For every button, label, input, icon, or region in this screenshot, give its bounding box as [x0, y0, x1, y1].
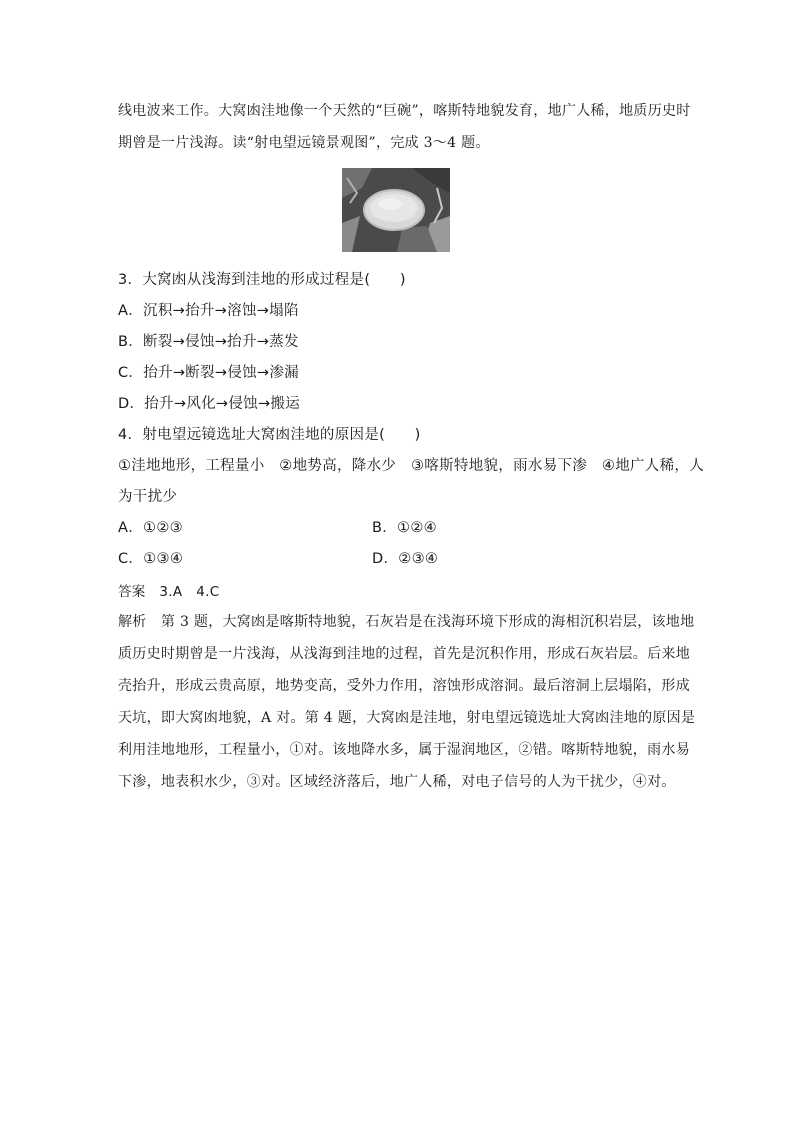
analysis-line-3: 壳抬升，形成云贵高原，地势变高，受外力作用，溶蚀形成溶洞。最后溶洞上层塌陷，形成: [118, 678, 690, 694]
q4-option-b: B．①②④: [372, 520, 437, 536]
q4-statement-1: ①洼地地形，工程量小 ②地势高，降水少 ③喀斯特地貌，雨水易下渗 ④地广人稀，人: [118, 458, 704, 474]
analysis-line-4: 天坑，即大窝凼地貌，A 对。第 4 题，大窝凼是洼地，射电望远镜选址大窝凼洼地的原因是: [118, 710, 696, 726]
analysis-line-6: 下渗，地表积水少，③对。区域经济落后，地广人稀，对电子信号的人为干扰少，④对。: [118, 774, 676, 790]
q4-statement-2: 为干扰少: [118, 489, 178, 505]
intro-line-2: 期曾是一片浅海。读“射电望远镜景观图”，完成 3～4 题。: [118, 135, 490, 151]
q3-stem: 3．大窝凼从浅海到洼地的形成过程是( ): [118, 272, 406, 288]
analysis-line-1: 解析 第 3 题，大窝凼是喀斯特地貌，石灰岩是在浅海环境下形成的海相沉积岩层，该地地: [118, 614, 695, 630]
q3-option-b: B．断裂→侵蚀→抬升→蒸发: [118, 334, 299, 350]
q4-option-d: D．②③④: [372, 551, 439, 567]
q4-option-row-1: [118, 518, 678, 538]
q4-option-a: A．①②③: [118, 520, 183, 536]
q3-option-d: D．抬升→风化→侵蚀→搬运: [118, 396, 301, 412]
q4-stem: 4．射电望远镜选址大窝凼洼地的原因是( ): [118, 427, 421, 443]
q4-option-c: C．①③④: [118, 551, 184, 567]
q3-option-c: C．抬升→断裂→侵蚀→渗漏: [118, 365, 299, 381]
analysis-line-2: 质历史时期曾是一片浅海，从浅海到洼地的过程，首先是沉积作用，形成石灰岩层。后来地: [118, 646, 690, 662]
answer: 答案 3.A 4.C: [118, 584, 220, 600]
intro-line-1: 线电波来工作。大窝凼洼地像一个天然的“巨碗”，喀斯特地貌发育，地广人稀，地质历史时: [118, 103, 691, 119]
q3-option-a: A．沉积→抬升→溶蚀→塌陷: [118, 303, 299, 319]
telescope-photo: [342, 168, 450, 252]
analysis-line-5: 利用洼地地形，工程量小，①对。该地降水多，属于湿润地区，②错。喀斯特地貌，雨水易: [118, 742, 690, 758]
q4-option-row-2: [118, 549, 678, 569]
